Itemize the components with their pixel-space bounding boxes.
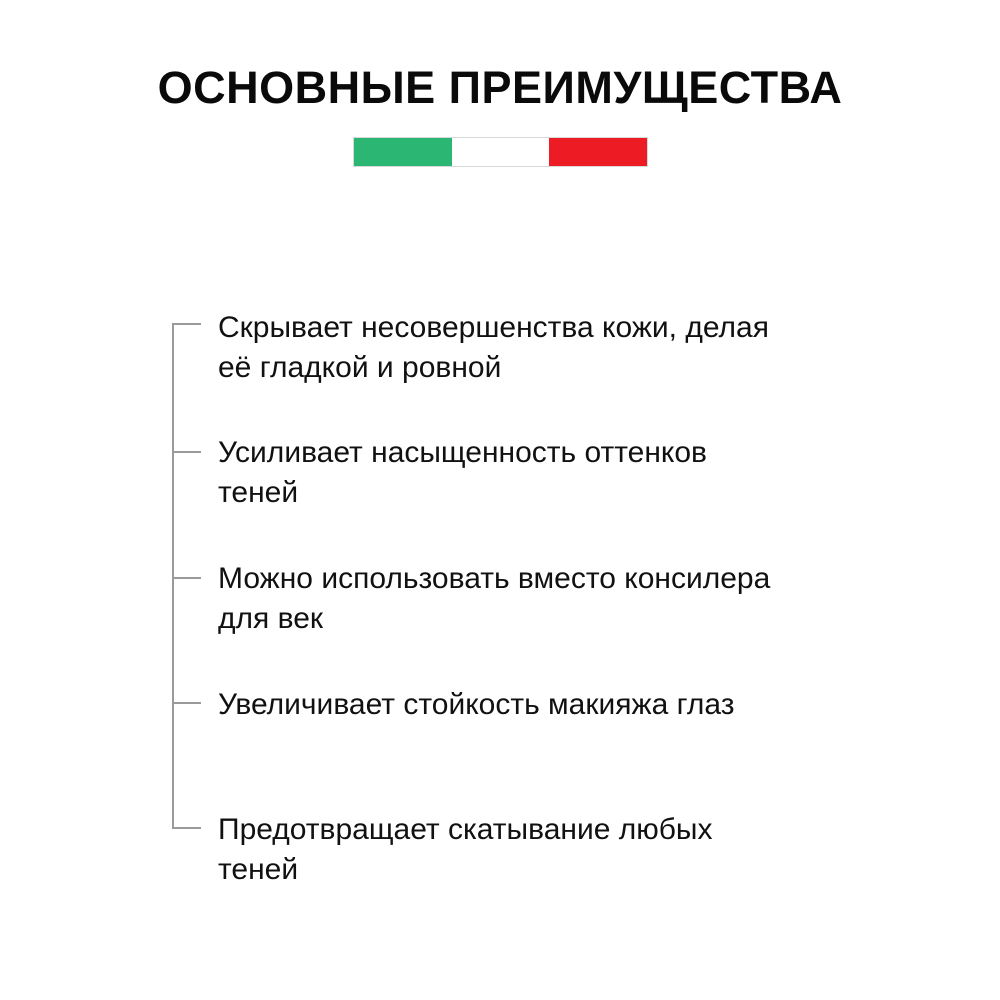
list-item [218,308,898,388]
italian-flag-stripe [354,138,647,166]
item-line: Можно использовать вместо консилера [218,562,771,595]
item-line: Усиливает насыщенность оттенков [218,436,707,469]
flag-green [354,138,452,166]
list-item [218,433,898,513]
item-line: её гладкой и ровной [218,351,502,384]
list-item [218,810,898,890]
item-line: Предотвращает скатывание любых [218,813,713,846]
bracket-tick [172,451,201,453]
item-line: теней [218,853,299,886]
bracket-tick [172,323,201,325]
bracket-tick [172,577,201,579]
flag-red [549,138,647,166]
item-line: для век [218,602,323,635]
list-item [218,559,898,639]
bracket-tick [172,827,201,829]
item-line: теней [218,476,299,509]
page-title: ОСНОВНЫЕ ПРЕИМУЩЕСТВА [157,62,843,113]
item-line: Скрывает несовершенства кожи, делая [218,311,769,344]
bracket-tick [172,702,201,704]
flag-white [452,138,550,166]
item-line: Увеличивает стойкость макияжа глаз [218,688,735,721]
bracket-line [172,323,174,829]
list-item [218,685,898,725]
